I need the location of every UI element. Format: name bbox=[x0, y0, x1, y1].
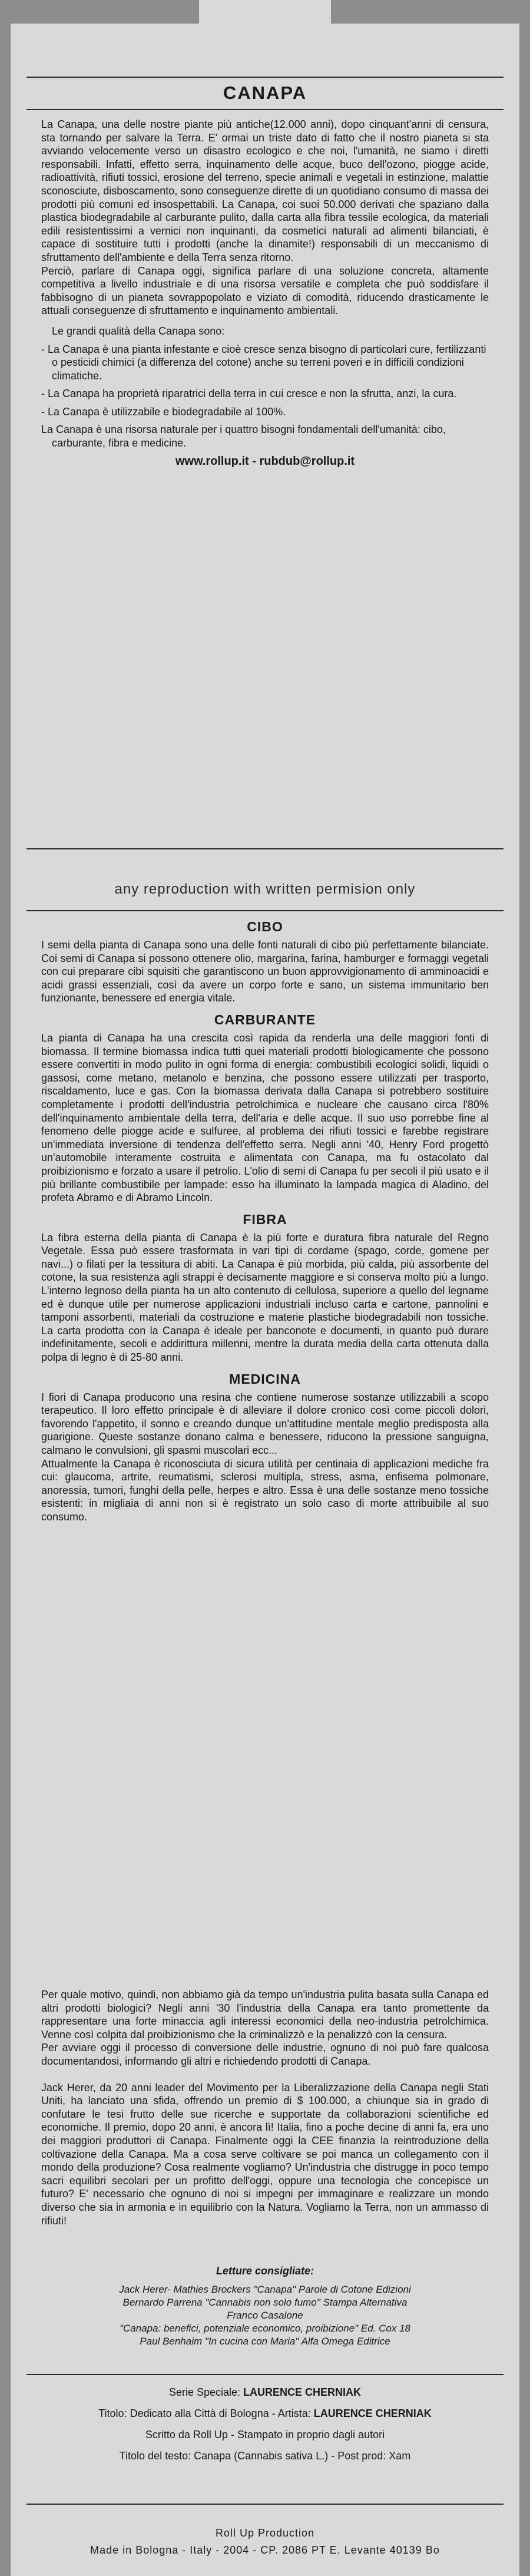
credit-series-label: Serie Speciale: bbox=[168, 2386, 241, 2398]
reading-item: Bernardo Parrena "Cannabis non solo fumo" Stampa Alternativa bbox=[122, 2297, 408, 2308]
permission-note: any reproduction with written permision only bbox=[114, 881, 416, 897]
credit-title bbox=[41, 2407, 489, 2420]
credits-block bbox=[41, 2386, 489, 2471]
intro-paragraph: La Canapa, una delle nostre piante più antiche(12.000 anni), dopo cinquant'anni di censura, sta tornando per salvare la Terra. E' ormai un triste dato di fatto che il nostro pianeta si sta avviando velocemente verso un disastro ecologico e che noi, l'umanità, ne siamo i diretti responsabili. Infatti, effetto serra, inquinamento delle acque, buco dell'ozono, piogge acide, radioattività, rifiuti tossici, erosione del terreno, specie animali e vegetali in estinzione, malattie sconosciute, disboscamento, sono conseguenze dirette di un quotidiano consumo di massa dei prodotti più comuni ed insospettabili. La Canapa, coi suoi 50.000 derivati che spaziano dalla plastica biodegradabile al carburante pulito, dalla carta alla fibra tessile ecologica, da materiali edili resistentissimi a vernici non inquinanti, da cosmetici naturali ad alimenti bilanciati, è capace di sostituire tutti i prodotti (anche la dinamite!) responsabili di un meccanismo di sfruttamento dell'ambiente e della Terra senza ritorno. bbox=[41, 118, 489, 263]
intro-paragraph: Perciò, parlare di Canapa oggi, significa parlare di una soluzione concreta, altamente competitiva a livello industriale e di una risorsa versatile e completa che può soddisfare il fabbisogno di un pianeta sovrappopolato e viziato di comodità, riducendo drasticamente le attuali conseguenze di sfruttamento e inquinamento ambientali. bbox=[41, 264, 489, 317]
intro-block bbox=[41, 118, 489, 468]
intro-bottom-divider bbox=[26, 848, 504, 849]
footer-production: Roll Up Production bbox=[215, 2527, 315, 2539]
reading-block bbox=[41, 2265, 489, 2348]
credit-series-value: LAURENCE CHERNIAK bbox=[243, 2386, 362, 2398]
qualities-title: Le grandi qualità della Canapa sono: bbox=[52, 325, 225, 337]
reading-title: Letture consigliate: bbox=[216, 2265, 314, 2277]
section-text-carburante: La pianta di Canapa ha una crescita così rapida da renderla una delle maggiori fonti di biomassa. Il termine biomassa indica tutti quei materiali prodotti biologicamente che possono essere convertiti in modo pulito in ogni forma di energia: combustibili ecologici solidi, liquidi o gassosi, come metano, metanolo e benzina, che possono essere utilizzati per trasporto, riscaldamento, luce e gas. Con la biomassa derivata dalla Canapa si potrebbero sostituire completamente i prodotti dell'industria petrolchimica e nucleare che causano circa l'80% dell'inquinamento ambientale della terra, dell'aria e delle acque. Il suo uso porrebbe fine al fenomeno delle piogge acide e sulfuree, al problema dei rifiuti tossici e farebbe registrare un'immediata inversione di tendenza dell'effetto serra. Negli anni '40, Henry Ford progettò un'automobile interamente costruita e alimentata con Canapa, ma fu ostacolato dal proibizionismo e forzato a usare il petrolio. L'olio di semi di Canapa fu per secoli il più usato e il più brillante combustibile per lampade: esso ha illuminato la lampada magica di Aladino, del profeta Abramo e di Abramo Lincoln. bbox=[41, 1031, 489, 1204]
quality-item: - La Canapa è utilizzabile e biodegradabile al 100%. bbox=[41, 405, 286, 418]
qualities-list bbox=[41, 343, 489, 450]
closing-paragraph: Per quale motivo, quindi, non abbiamo già da tempo un'industria pulita basata sulla Canapa ed altri prodotti biologici? Negli anni '30 l'industria della Canapa era tanto promettente da rappresentare una forte minaccia agli interessi economici della neo-industria petrolchimica. Venne così colpita dal proibizionismo che la criminalizzò e la penalizzò con la censura. bbox=[41, 1989, 489, 2041]
reading-item: Franco Casalone bbox=[227, 2310, 303, 2321]
reading-item: Paul Benhaim "In cucina con Maria" Alfa Omega Editrice bbox=[140, 2336, 390, 2347]
permission-divider bbox=[26, 910, 504, 911]
credit-written: Scritto da Roll Up - Stampato in proprio dagli autori bbox=[145, 2429, 385, 2441]
title-divider bbox=[26, 109, 504, 110]
page-title: CANAPA bbox=[223, 82, 307, 103]
footer-divider bbox=[26, 2504, 504, 2505]
quality-item: - La Canapa ha proprietà riparatrici della terra in cui cresce e non la sfrutta, anzi, la cura. bbox=[41, 388, 457, 400]
closing-block bbox=[41, 1988, 489, 2227]
quality-item: - La Canapa è una pianta infestante e cioè cresce senza bisogno di particolari cure, fertilizzanti o pesticidi chimici (a differenza del cotone) anche su terreni poveri e in difficili condizioni climatiche. bbox=[41, 343, 486, 382]
section-text-medicina: I fiori di Canapa producono una resina che contiene numerose sostanze utilizzabili a scopo terapeutico. Il loro effetto principale è di alleviare il dolore cronico così come piccoli dolori, favorendo l'appetito, il sonno e creando dunque un'attitudine mentale meglio predisposta alla guarigione. Queste sostanze donano calma e benessere, riducono la pressione sanguigna, calmano le convulsioni, gli spasmi muscolari ecc... bbox=[41, 1391, 489, 1456]
closing-paragraph: Per avviare oggi il processo di conversione delle industrie, ognuno di noi può fare qualcosa documentandosi, informando gli altri e richiedendo prodotti di Canapa. bbox=[41, 2042, 489, 2067]
sections-block bbox=[41, 919, 489, 1524]
top-tab bbox=[199, 0, 331, 24]
quality-item: La Canapa è una risorsa naturale per i quattro bisogni fondamentali dell'umanità: cibo, carburante, fibra e medicine. bbox=[41, 424, 446, 449]
website-contact[interactable]: www.rollup.it - rubdub@rollup.it bbox=[175, 454, 355, 468]
reading-item: "Canapa: benefici, potenziale economico, proibizione" Ed. Cox 18 bbox=[119, 2323, 411, 2334]
section-text-medicina-2: Attualmente la Canapa è riconosciuta di sicura utilità per centinaia di applicazioni mediche fra cui: glaucoma, artrite, reumatismi, sclerosi multipla, stress, asma, enfisema polmonare, anoressia, tumori, funghi della pelle, herpes e altro. Essa è una delle sostanze meno tossiche esistenti: in migliaia di anni non si è registrato un solo caso di morte attribuibile al suo consumo. bbox=[41, 1457, 489, 1523]
credit-title-label: Titolo: Dedicato alla Città di Bologna - Artista: bbox=[98, 2408, 311, 2419]
section-heading-medicina: MEDICINA bbox=[229, 1371, 301, 1387]
credit-text-title: Titolo del testo: Canapa (Cannabis sativa L.) - Post prod: Xam bbox=[119, 2450, 411, 2462]
reading-item: Jack Herer- Mathies Brockers "Canapa" Parole di Cotone Edizioni bbox=[119, 2284, 411, 2295]
section-heading-carburante: CARBURANTE bbox=[214, 1011, 316, 1027]
reading-divider bbox=[26, 2374, 504, 2375]
credit-title-value: LAURENCE CHERNIAK bbox=[313, 2408, 432, 2419]
credit-series bbox=[41, 2386, 489, 2399]
section-heading-fibra: FIBRA bbox=[243, 1211, 287, 1227]
section-text-cibo: I semi della pianta di Canapa sono una delle fonti naturali di cibo più perfettamente bilanciate. Coi semi di Canapa si possono ottenere olio, margarina, farina, hamburger e formaggi vegetali con cui preparare cibi squisiti che garantiscono un buon approvvigionamento di amminoacidi e acidi grassi essenziali, così da avere un corpo forte e sano, un sistema immunitario ben funzionante, benessere ed energia vitale. bbox=[41, 939, 489, 1004]
top-divider bbox=[26, 77, 504, 78]
section-text-fibra: La fibra esterna della pianta di Canapa è la più forte e duratura fibra naturale del Regno Vegetale. Essa può essere trasformata in vari tipi di cordame (spago, corde, gomene per navi...) o filati per la tessitura di abiti. La Canapa è più morbida, più calda, più assorbente del cotone, la sua resistenza agli strappi è decisamente maggiore e si conserva molto più a lungo. L'interno legnoso della pianta ha un alto contenuto di cellulosa, superiore a quello del legname ed è dunque utile per numerose applicazioni industriali incluso carta e cartone, pannolini e tamponi assorbenti, materiali da costruzione e materie plastiche biodegradabili non tossiche. La carta prodotta con la Canapa è ideale per banconote e documenti, in quanto può durare indefinitamente, secoli e addirittura millenni, mentre la durata media della carta ottenuta dalla polpa di legno è di 25-80 anni. bbox=[41, 1231, 489, 1364]
closing-paragraph: Jack Herer, da 20 anni leader del Movimento per la Liberalizzazione della Canapa negli Stati Uniti, ha lanciato una sfida, offrendo un premio di $ 100.000, a chiunque sia in grado di confutare le tesi frutto delle sue ricerche e supportate da collaborazioni scientifiche ed economiche. Il premio, dopo 20 anni, è ancora lì! Italia, fino a poche decine di anni fa, era uno dei maggiori produttori di Canapa. Finalmente oggi la CEE finanzia la reintroduzione della coltivazione della Canapa. Ma a cosa serve coltivare se poi manca un collegamento con il mondo della produzione? Cosa realmente vogliamo? Un'industria che distrugge in poco tempo sacri equilibri secolari per un profitto dell'oggi, oppure una tecnologia che concepisce un futuro? E' necessario che ognuno di noi si impegni per immaginare e realizzare un mondo diverso che sia in armonia e in equilibrio con la Natura. Vogliamo la Terra, non un ammasso di rifiuti! bbox=[41, 2081, 489, 2227]
footer-block bbox=[41, 2527, 489, 2557]
footer-made-in: Made in Bologna - Italy - 2004 - CP. 2086 PT E. Levante 40139 Bo bbox=[90, 2544, 440, 2556]
section-heading-cibo: CIBO bbox=[247, 919, 283, 934]
